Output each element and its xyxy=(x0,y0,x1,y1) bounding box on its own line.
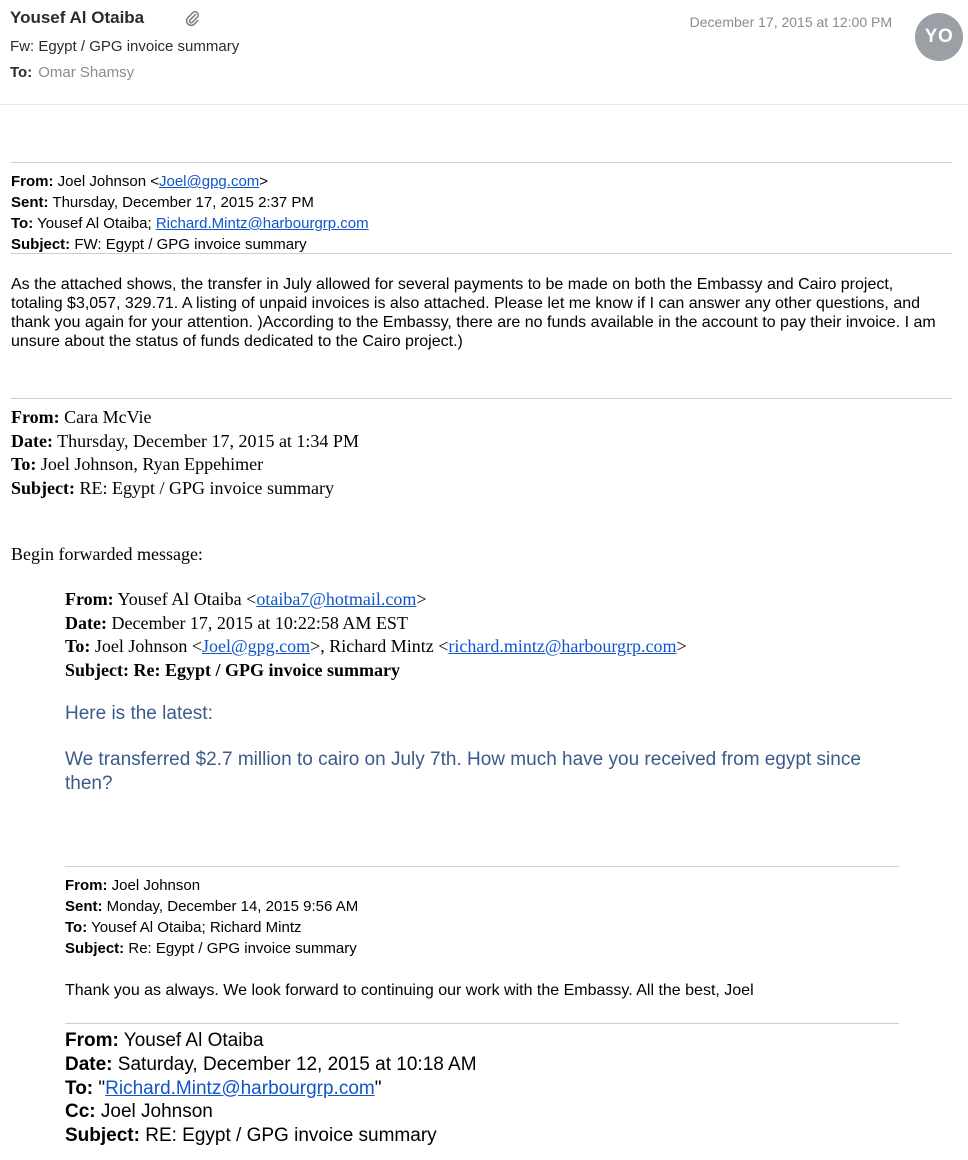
sender-name[interactable]: Yousef Al Otaiba xyxy=(10,8,145,27)
sent-value: Monday, December 14, 2015 9:56 AM xyxy=(106,898,359,915)
msg5-header xyxy=(65,1029,477,1148)
divider xyxy=(11,162,952,163)
sent-label: Sent: xyxy=(11,194,49,211)
subject-label: Subject: xyxy=(11,477,75,498)
date-label: Date: xyxy=(65,612,107,633)
to-name: Joel Johnson < xyxy=(94,636,203,656)
msg2-header xyxy=(11,406,359,500)
bracket: > xyxy=(259,173,269,190)
subject-value: Re: Egypt / GPG invoice summary xyxy=(133,659,400,680)
msg3-header xyxy=(65,588,687,682)
paperclip-icon[interactable] xyxy=(184,9,200,27)
quote: " xyxy=(374,1077,382,1099)
to-label: To: xyxy=(65,1077,94,1099)
mail-date: December 17, 2015 at 12:00 PM xyxy=(689,14,892,30)
from-name: Joel Johnson < xyxy=(57,173,159,190)
subject-label: Subject: xyxy=(11,236,71,253)
msg3-line2: We transferred $2.7 million to cairo on July 7th. How much have you received from egypt since then? xyxy=(65,749,861,794)
to-name: >, Richard Mintz < xyxy=(310,636,449,656)
from-label: From: xyxy=(65,877,108,894)
forward-heading: Begin forwarded message: xyxy=(11,544,203,564)
email-link[interactable]: Richard.Mintz@harbourgrp.com xyxy=(155,215,369,232)
to-label: To: xyxy=(65,919,88,936)
to-label: To: xyxy=(10,64,33,81)
email-link[interactable]: richard.mintz@harbourgrp.com xyxy=(448,636,677,656)
email-link[interactable]: Richard.Mintz@harbourgrp.com xyxy=(105,1077,375,1099)
recipient-name[interactable]: Omar Shamsy xyxy=(38,64,135,81)
to-value: Yousef Al Otaiba; Richard Mintz xyxy=(91,919,302,936)
date-label: Date: xyxy=(11,430,53,451)
subject-value: RE: Egypt / GPG invoice summary xyxy=(145,1125,437,1147)
mail-header xyxy=(0,0,968,105)
to-value: Yousef Al Otaiba; xyxy=(37,215,156,232)
from-value: Joel Johnson xyxy=(111,877,201,894)
subject-label: Subject: xyxy=(65,940,125,957)
email-link[interactable]: otaiba7@hotmail.com xyxy=(256,589,417,609)
subject-label: Subject: xyxy=(65,1125,140,1147)
from-label: From: xyxy=(65,589,114,609)
from-value: Yousef Al Otaiba xyxy=(123,1030,264,1051)
subject-value: Re: Egypt / GPG invoice summary xyxy=(128,940,357,957)
quote: " xyxy=(98,1077,106,1099)
to-value: Joel Johnson, Ryan Eppehimer xyxy=(40,454,264,474)
recipient-line xyxy=(10,64,134,81)
msg3-line1: Here is the latest: xyxy=(65,703,213,724)
bracket: > xyxy=(416,589,427,609)
mail-subject: Fw: Egypt / GPG invoice summary xyxy=(10,38,240,55)
from-label: From: xyxy=(11,407,60,427)
from-label: From: xyxy=(11,173,54,190)
to-label: To: xyxy=(11,454,37,474)
divider xyxy=(11,398,952,399)
divider xyxy=(65,866,899,867)
divider xyxy=(65,1023,899,1024)
from-label: From: xyxy=(65,1030,119,1051)
date-value: Thursday, December 17, 2015 at 1:34 PM xyxy=(57,430,359,451)
sent-value: Thursday, December 17, 2015 2:37 PM xyxy=(52,194,314,211)
to-label: To: xyxy=(11,215,34,232)
sent-label: Sent: xyxy=(65,898,103,915)
msg1-header xyxy=(11,171,369,255)
cc-value: Joel Johnson xyxy=(100,1101,213,1123)
divider xyxy=(11,253,952,254)
subject-value: RE: Egypt / GPG invoice summary xyxy=(79,477,334,498)
msg4-header xyxy=(65,875,358,959)
date-value: Saturday, December 12, 2015 at 10:18 AM xyxy=(117,1053,477,1075)
to-label: To: xyxy=(65,636,91,656)
email-link[interactable]: Joel@gpg.com xyxy=(159,173,260,190)
subject-label: Subject: xyxy=(65,659,129,680)
subject-value: FW: Egypt / GPG invoice summary xyxy=(74,236,307,253)
date-value: December 17, 2015 at 10:22:58 AM EST xyxy=(111,612,408,633)
from-value: Cara McVie xyxy=(64,407,152,427)
date-label: Date: xyxy=(65,1053,113,1075)
avatar[interactable]: YO xyxy=(915,13,963,61)
msg4-body: Thank you as always. We look forward to continuing our work with the Embassy. All the best, Joel xyxy=(65,982,754,999)
msg1-body: As the attached shows, the transfer in July allowed for several payments to be made on both the Embassy and Cairo project, totaling $3,057, 329.71. A listing of unpaid invoices is also attached. Please let me know if I can answer any other questions, and thank you again for your attention. )According to the Embassy, there are no funds available in the account to pay their invoice. I am unsure about the status of funds dedicated to the Cairo project.) xyxy=(11,276,936,350)
email-link[interactable]: Joel@gpg.com xyxy=(202,636,311,656)
cc-label: Cc: xyxy=(65,1101,96,1123)
bracket: > xyxy=(676,636,687,656)
from-name: Yousef Al Otaiba < xyxy=(117,589,257,609)
